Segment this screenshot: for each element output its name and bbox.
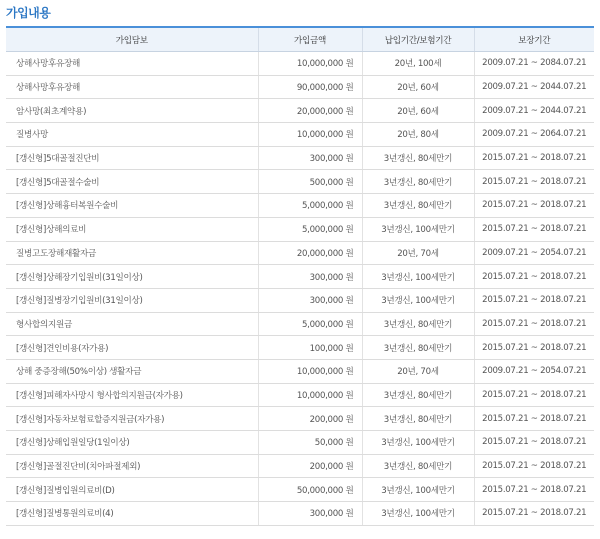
coverage-cell: [갱신형]견인비용(자가용) [6, 336, 258, 360]
amount-cell: 20,000,000 원 [258, 241, 362, 265]
table-row [6, 454, 594, 478]
coverage-cell: 질병고도장해재활자금 [6, 241, 258, 265]
term-cell: 3년갱신, 80세만기 [362, 407, 474, 431]
term-cell: 20년, 70세 [362, 241, 474, 265]
table-row [6, 75, 594, 99]
term-cell: 20년, 100세 [362, 52, 474, 76]
amount-cell: 10,000,000 원 [258, 52, 362, 76]
coverage-cell: [갱신형]상해의료비 [6, 217, 258, 241]
period-cell: 2015.07.21 ~ 2018.07.21 [474, 502, 594, 526]
coverage-cell: [갱신형]질병통원의료비(4) [6, 502, 258, 526]
coverage-cell: 상해사망후유장해 [6, 52, 258, 76]
coverage-cell: [갱신형]5대골절진단비 [6, 146, 258, 170]
term-cell: 20년, 60세 [362, 99, 474, 123]
coverage-cell: [갱신형]상해장기입원비(31일이상) [6, 265, 258, 289]
term-cell: 3년갱신, 80세만기 [362, 170, 474, 194]
period-cell: 2015.07.21 ~ 2018.07.21 [474, 431, 594, 455]
table-row [6, 146, 594, 170]
period-cell: 2015.07.21 ~ 2018.07.21 [474, 407, 594, 431]
term-cell: 20년, 70세 [362, 359, 474, 383]
term-cell: 3년갱신, 100세만기 [362, 217, 474, 241]
coverage-cell: 상해 중증장해(50%이상) 생활자금 [6, 359, 258, 383]
column-header-amount: 가입금액 [258, 27, 362, 52]
coverage-cell: [갱신형]상해흉터복원수술비 [6, 194, 258, 218]
amount-cell: 500,000 원 [258, 170, 362, 194]
term-cell: 20년, 80세 [362, 123, 474, 147]
amount-cell: 5,000,000 원 [258, 217, 362, 241]
column-header-term: 납입기간/보험기간 [362, 27, 474, 52]
table-row [6, 336, 594, 360]
amount-cell: 10,000,000 원 [258, 359, 362, 383]
table-row [6, 194, 594, 218]
table-row [6, 431, 594, 455]
period-cell: 2015.07.21 ~ 2018.07.21 [474, 478, 594, 502]
table-row [6, 123, 594, 147]
amount-cell: 300,000 원 [258, 146, 362, 170]
coverage-cell: [갱신형]피해자사망시 형사합의지원금(자가용) [6, 383, 258, 407]
table-row [6, 478, 594, 502]
amount-cell: 20,000,000 원 [258, 99, 362, 123]
coverage-cell: 암사망(최초계약용) [6, 99, 258, 123]
term-cell: 3년갱신, 80세만기 [362, 336, 474, 360]
term-cell: 3년갱신, 100세만기 [362, 502, 474, 526]
amount-cell: 5,000,000 원 [258, 194, 362, 218]
table-row [6, 407, 594, 431]
period-cell: 2009.07.21 ~ 2064.07.21 [474, 123, 594, 147]
term-cell: 3년갱신, 100세만기 [362, 478, 474, 502]
period-cell: 2015.07.21 ~ 2018.07.21 [474, 288, 594, 312]
period-cell: 2009.07.21 ~ 2054.07.21 [474, 359, 594, 383]
term-cell: 3년갱신, 100세만기 [362, 431, 474, 455]
term-cell: 3년갱신, 100세만기 [362, 288, 474, 312]
table-row [6, 359, 594, 383]
table-row [6, 99, 594, 123]
coverage-cell: [갱신형]골절진단비(치아파절제외) [6, 454, 258, 478]
amount-cell: 200,000 원 [258, 454, 362, 478]
period-cell: 2009.07.21 ~ 2054.07.21 [474, 241, 594, 265]
term-cell: 3년갱신, 100세만기 [362, 265, 474, 289]
amount-cell: 100,000 원 [258, 336, 362, 360]
section-title: 가입내용 [6, 6, 51, 20]
term-cell: 3년갱신, 80세만기 [362, 454, 474, 478]
period-cell: 2015.07.21 ~ 2018.07.21 [474, 383, 594, 407]
amount-cell: 5,000,000 원 [258, 312, 362, 336]
amount-cell: 300,000 원 [258, 502, 362, 526]
period-cell: 2009.07.21 ~ 2084.07.21 [474, 52, 594, 76]
amount-cell: 10,000,000 원 [258, 123, 362, 147]
table-row [6, 170, 594, 194]
amount-cell: 10,000,000 원 [258, 383, 362, 407]
term-cell: 3년갱신, 80세만기 [362, 146, 474, 170]
amount-cell: 50,000 원 [258, 431, 362, 455]
table-row [6, 502, 594, 526]
period-cell: 2015.07.21 ~ 2018.07.21 [474, 265, 594, 289]
table-row [6, 241, 594, 265]
amount-cell: 200,000 원 [258, 407, 362, 431]
period-cell: 2009.07.21 ~ 2044.07.21 [474, 75, 594, 99]
period-cell: 2015.07.21 ~ 2018.07.21 [474, 170, 594, 194]
period-cell: 2015.07.21 ~ 2018.07.21 [474, 454, 594, 478]
coverage-cell: 질병사망 [6, 123, 258, 147]
period-cell: 2015.07.21 ~ 2018.07.21 [474, 217, 594, 241]
coverage-cell: [갱신형]5대골절수술비 [6, 170, 258, 194]
table-row [6, 52, 594, 76]
coverage-cell: [갱신형]질병장기입원비(31일이상) [6, 288, 258, 312]
amount-cell: 300,000 원 [258, 288, 362, 312]
column-header-period: 보장기간 [474, 27, 594, 52]
term-cell: 20년, 60세 [362, 75, 474, 99]
coverage-table [6, 26, 594, 526]
coverage-cell: [갱신형]질병입원의료비(D) [6, 478, 258, 502]
table-row [6, 265, 594, 289]
amount-cell: 300,000 원 [258, 265, 362, 289]
coverage-cell: 형사합의지원금 [6, 312, 258, 336]
column-header-coverage: 가입담보 [6, 27, 258, 52]
period-cell: 2009.07.21 ~ 2044.07.21 [474, 99, 594, 123]
period-cell: 2015.07.21 ~ 2018.07.21 [474, 336, 594, 360]
term-cell: 3년갱신, 80세만기 [362, 194, 474, 218]
table-row [6, 288, 594, 312]
table-header-row [6, 27, 594, 52]
term-cell: 3년갱신, 80세만기 [362, 312, 474, 336]
table-row [6, 312, 594, 336]
coverage-cell: [갱신형]자동차보험료할증지원금(자가용) [6, 407, 258, 431]
amount-cell: 50,000,000 원 [258, 478, 362, 502]
coverage-cell: 상해사망후유장해 [6, 75, 258, 99]
period-cell: 2015.07.21 ~ 2018.07.21 [474, 194, 594, 218]
amount-cell: 90,000,000 원 [258, 75, 362, 99]
period-cell: 2015.07.21 ~ 2018.07.21 [474, 146, 594, 170]
term-cell: 3년갱신, 80세만기 [362, 383, 474, 407]
coverage-cell: [갱신형]상해입원일당(1일이상) [6, 431, 258, 455]
period-cell: 2015.07.21 ~ 2018.07.21 [474, 312, 594, 336]
table-row [6, 383, 594, 407]
table-row [6, 217, 594, 241]
